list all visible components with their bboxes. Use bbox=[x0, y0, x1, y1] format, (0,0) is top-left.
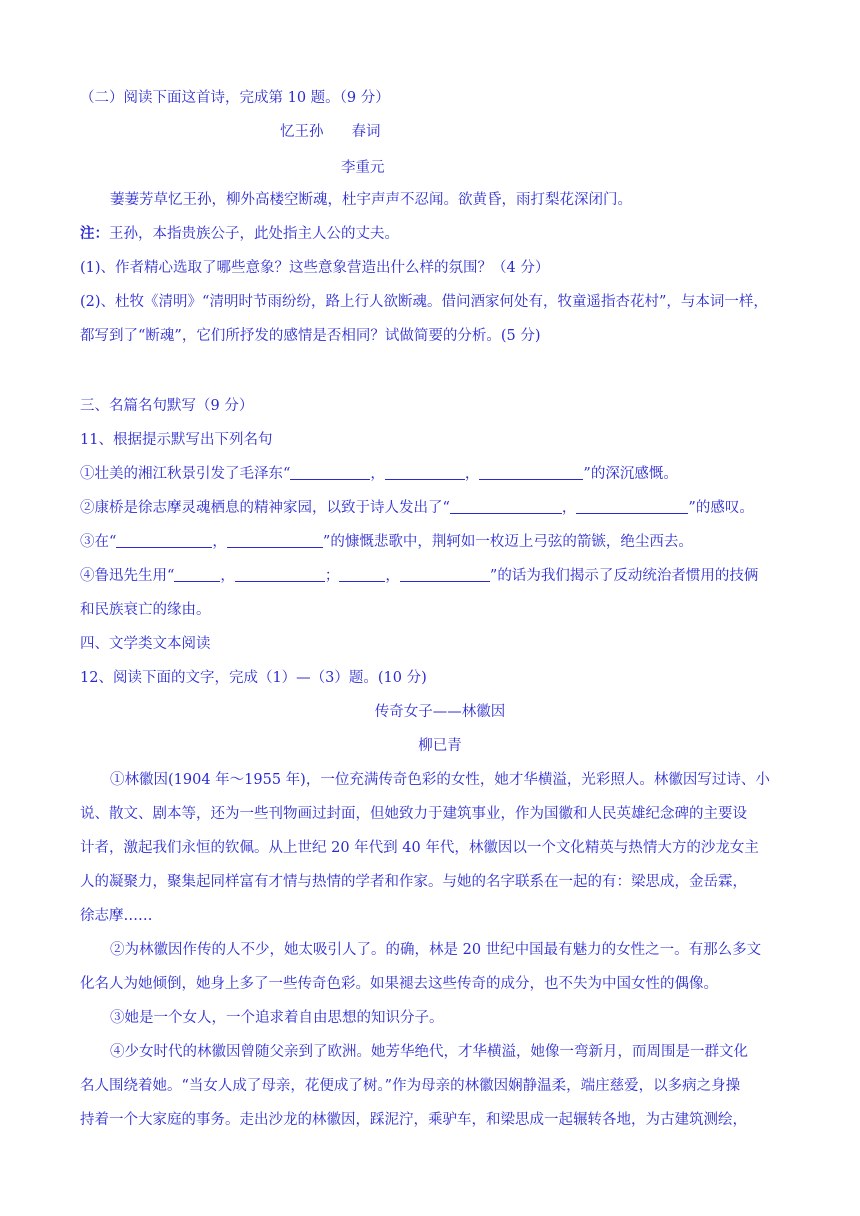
section3-heading: 三、名篇名句默写（9 分） bbox=[80, 398, 254, 414]
question-10-2-line2: 都写到了“断魂”，它们所抒发的感情是否相同？试做简要的分析。(5 分) bbox=[80, 328, 541, 344]
answer-blank[interactable] bbox=[385, 465, 465, 480]
paragraph-2-line-1: ②为林徽因作传的人不少，她太吸引人了。的确，林是 20 世纪中国最有魅力的女性之一。有那么多文 bbox=[110, 942, 762, 958]
paragraph-1-line-1: ①林徽因(1904 年～1955 年)，一位充满传奇色彩的女性，她才华横溢，光彩照人。林徽因写过诗、小 bbox=[110, 772, 770, 788]
answer-blank[interactable] bbox=[235, 567, 325, 582]
article-title: 传奇女子——林徽因 bbox=[374, 704, 506, 720]
answer-blank[interactable] bbox=[450, 499, 562, 514]
answer-blank[interactable] bbox=[116, 533, 212, 548]
recitation-item-4: ④鲁迅先生用“ ， ； ， ”的话为我们揭示了反动统治者惯用的技俩 bbox=[80, 568, 759, 584]
paragraph-4-line-1: ④少女时代的林徽因曾随父亲到了欧洲。她芳华绝代，才华横溢，她像一弯新月，而周围是一群文化 bbox=[110, 1044, 748, 1060]
paragraph-1-line-4: 人的凝聚力，聚集起同样富有才情与热情的学者和作家。与她的名字联系在一起的有：梁思成，金岳霖， bbox=[80, 874, 747, 890]
section2-heading: （二）阅读下面这首诗，完成第 10 题。（9 分） bbox=[80, 90, 390, 106]
poem-title-sub: 春词 bbox=[351, 124, 381, 140]
answer-blank[interactable] bbox=[400, 567, 490, 582]
question-10-2-line1: (2)、杜牧《清明》“清明时节雨纷纷，路上行人欲断魂。借问酒家何处有，牧童遥指杏花村”，与本词一样， bbox=[80, 294, 768, 310]
section4-heading: 四、文学类文本阅读 bbox=[80, 636, 211, 652]
paragraph-1-line-3: 计者，激起我们永恒的钦佩。从上世纪 20 年代到 40 年代，林徽因以一个文化精英与热情大方的沙龙女主 bbox=[80, 840, 759, 856]
paragraph-1-line-2: 说、散文、剧本等，还为一些刊物画过封面，但她致力于建筑事业，作为国徽和人民英雄纪念碑的主要设 bbox=[80, 806, 747, 822]
poem-title-main: 忆王孙 bbox=[280, 124, 324, 140]
question-11: 11、根据提示默写出下列名句 bbox=[80, 432, 273, 448]
paragraph-4-line-2: 名人围绕着她。“当女人成了母亲，花便成了树。”作为母亲的林徽因娴静温柔，端庄慈爱，以多病之身操 bbox=[80, 1078, 741, 1094]
recitation-item-4-line2: 和民族衰亡的缘由。 bbox=[80, 602, 211, 618]
answer-blank[interactable] bbox=[479, 465, 583, 480]
paragraph-1-line-5: 徐志摩…… bbox=[80, 908, 153, 924]
paragraph-3-line-1: ③她是一个女人，一个追求着自由思想的知识分子。 bbox=[110, 1010, 444, 1026]
answer-blank[interactable] bbox=[576, 499, 688, 514]
answer-blank[interactable] bbox=[290, 465, 370, 480]
recitation-item-1: ①壮美的湘江秋景引发了毛泽东“ ， ， ”的深沉感慨。 bbox=[80, 466, 678, 482]
answer-blank[interactable] bbox=[174, 567, 220, 582]
note-label: 注： bbox=[80, 225, 109, 242]
poem-text: 萋萋芳草忆王孙，柳外高楼空断魂，杜宇声声不忍闻。欲黄昏，雨打梨花深闭门。 bbox=[110, 192, 632, 208]
paragraph-2-line-2: 化名人为她倾倒，她身上多了一些传奇色彩。如果褪去这些传奇的成分，也不失为中国女性的偶像。 bbox=[80, 976, 718, 992]
poem-note bbox=[80, 224, 792, 244]
answer-blank[interactable] bbox=[339, 567, 385, 582]
article-author: 柳已青 bbox=[418, 738, 462, 754]
poem-author: 李重元 bbox=[341, 160, 385, 176]
note-text: 王孙，本指贵族公子，此处指主人公的丈夫。 bbox=[109, 226, 399, 242]
poem-title bbox=[280, 122, 580, 142]
question-10-1: (1)、作者精心选取了哪些意象？这些意象营造出什么样的氛围？（4 分） bbox=[80, 260, 550, 276]
question-12: 12、阅读下面的文字，完成（1）—（3）题。(10 分) bbox=[80, 670, 427, 686]
recitation-item-2: ②康桥是徐志摩灵魂栖息的精神家园，以致于诗人发出了“ ， ”的感叹。 bbox=[80, 500, 754, 516]
paragraph-4-line-3: 持着一个大家庭的事务。走出沙龙的林徽因，踩泥泞，乘驴车，和梁思成一起辗转各地，为古建筑测绘， bbox=[80, 1112, 747, 1128]
answer-blank[interactable] bbox=[227, 533, 323, 548]
recitation-item-3: ③在“ ， ”的慷慨悲歌中，荆轲如一枚迈上弓弦的箭镞，绝尘西去。 bbox=[80, 534, 693, 550]
